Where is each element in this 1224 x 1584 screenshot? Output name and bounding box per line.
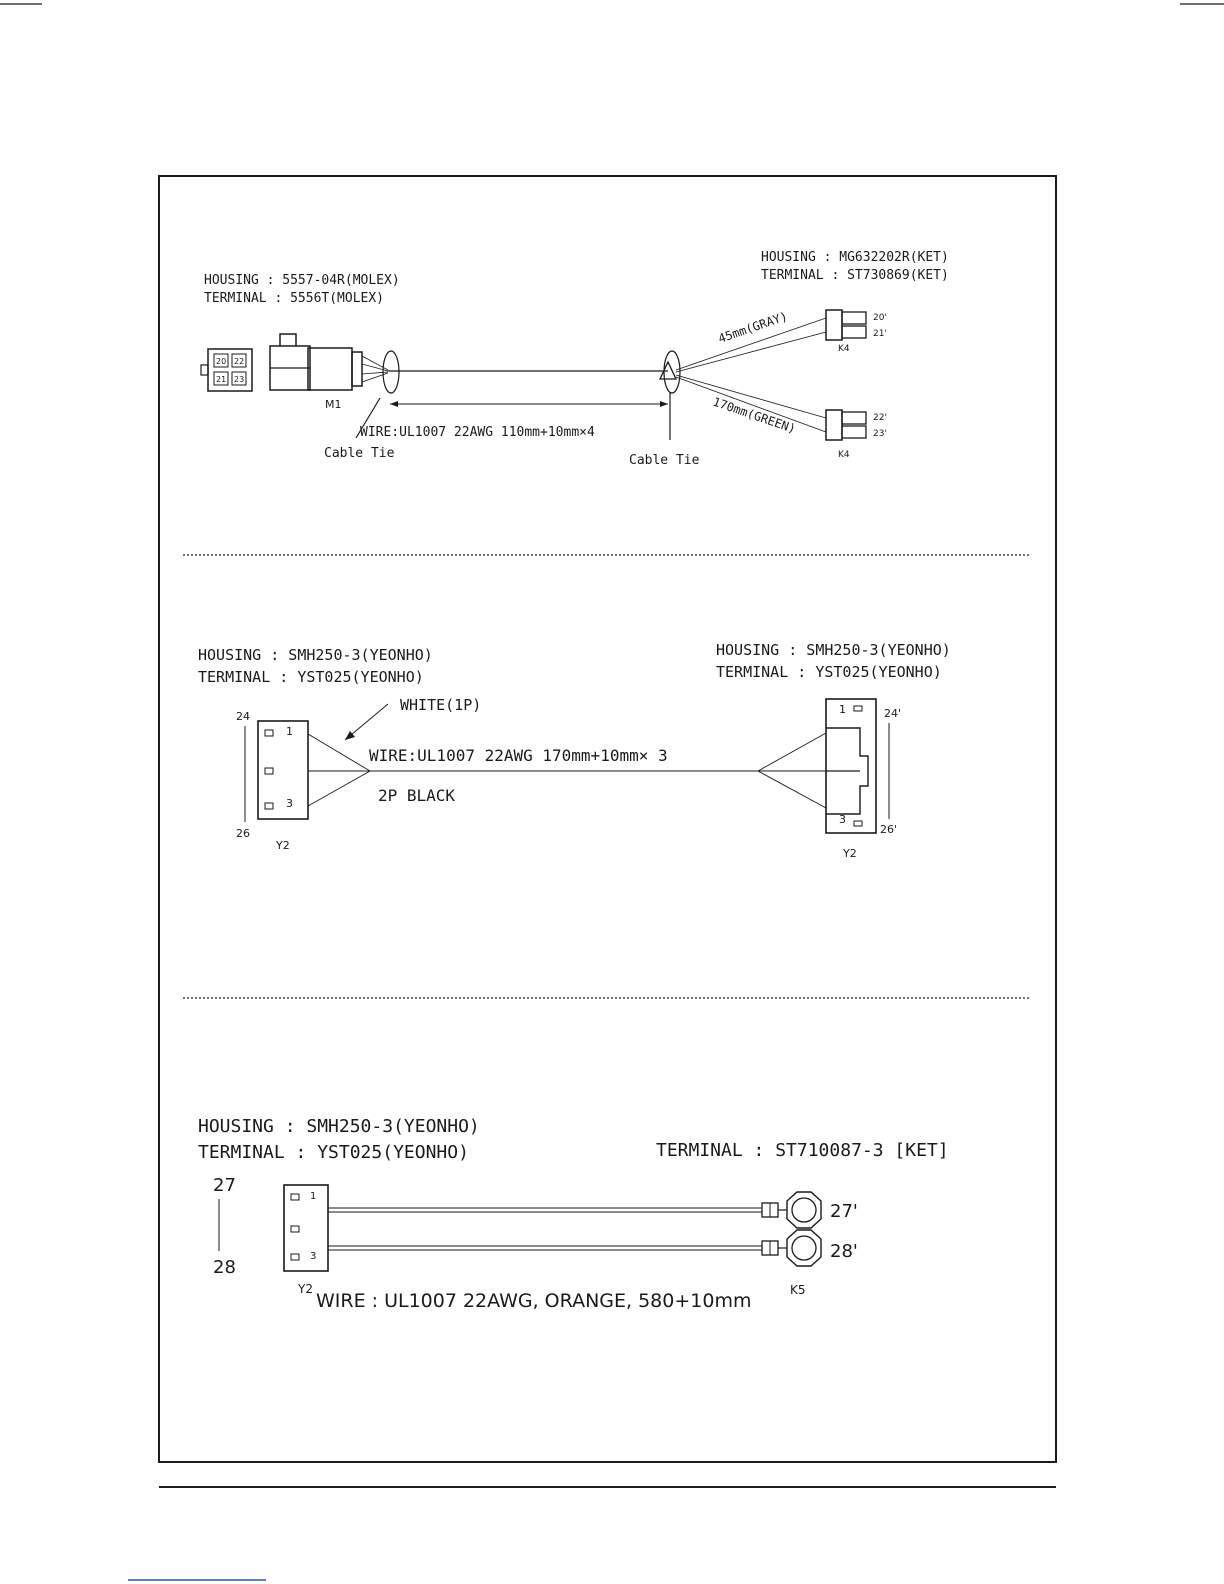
d1-pin-23-prime: 23' (873, 429, 887, 439)
d1-left-terminal: TERMINAL : 5556T(MOLEX) (204, 291, 385, 306)
d1-m1-label: M1 (325, 398, 342, 411)
d2-wire-label: WIRE:UL1007 22AWG 170mm+10mm× 3 (369, 746, 668, 765)
d1-pin-20-prime: 20' (873, 313, 887, 323)
d1-cable-tie-right-label: Cable Tie (629, 453, 700, 468)
d2-right-top-pin: 24' (884, 707, 902, 720)
d3-terminal-right: TERMINAL : ST710087-3 [KET] (656, 1140, 949, 1161)
d2-right-housing: HOUSING : SMH250-3(YEONHO) (716, 641, 951, 659)
d2-left-y2-label: Y2 (276, 839, 290, 852)
d2-right-terminal: TERMINAL : YST025(YEONHO) (716, 663, 942, 681)
d1-left-housing: HOUSING : 5557-04R(MOLEX) (204, 273, 400, 288)
d2-left-top-pin: 24 (236, 710, 250, 723)
d1-green-branch-label: 170mm(GREEN) (711, 394, 798, 437)
d3-ring-bottom-label: 28' (830, 1241, 858, 1262)
d1-gray-branch-label: 45mm(GRAY) (716, 309, 790, 346)
d1-pin-21-prime: 21' (873, 329, 887, 339)
d3-wire-label: WIRE : UL1007 22AWG, ORANGE, 580+10mm (316, 1290, 752, 1312)
harness-diagram-2 (198, 641, 951, 860)
d3-pin1: 1 (310, 1191, 317, 1202)
d2-black-label: 2P BLACK (378, 786, 456, 805)
d1-k4-top-connector (826, 310, 887, 354)
d3-y2-label: Y2 (298, 1282, 313, 1296)
d2-left-y2-connector (258, 721, 308, 852)
d1-wire-label: WIRE:UL1007 22AWG 110mm+10mm×4 (360, 425, 595, 440)
d1-pin-22-prime: 22' (873, 413, 887, 423)
d1-pin-22: 22 (234, 357, 245, 366)
d2-right-pin3: 3 (839, 813, 846, 826)
d2-left-pin1: 1 (286, 725, 293, 738)
d1-pin-21: 21 (216, 375, 227, 384)
d3-terminal: TERMINAL : YST025(YEONHO) (198, 1142, 469, 1163)
d3-left-bottom-pin: 28 (213, 1257, 236, 1278)
d2-left-terminal: TERMINAL : YST025(YEONHO) (198, 668, 424, 686)
d2-right-pin1: 1 (839, 703, 846, 716)
d1-cable-tie-left-label: Cable Tie (324, 446, 395, 461)
d1-pin-20: 20 (216, 357, 227, 366)
d3-ring-terminal-bottom (762, 1230, 858, 1266)
d1-k4-top-label: K4 (838, 344, 850, 354)
d1-right-terminal: TERMINAL : ST730869(KET) (761, 268, 949, 283)
d2-left-housing: HOUSING : SMH250-3(YEONHO) (198, 646, 433, 664)
harness-diagram-1 (201, 250, 949, 468)
d3-k5-label: K5 (790, 1283, 806, 1297)
d3-housing: HOUSING : SMH250-3(YEONHO) (198, 1116, 480, 1137)
d1-connector-face (201, 349, 252, 391)
d2-right-bottom-pin: 26' (880, 823, 898, 836)
d2-left-bottom-pin: 26 (236, 827, 250, 840)
d2-right-y2-connector (826, 699, 876, 860)
d3-left-top-pin: 27 (213, 1175, 236, 1196)
d1-right-housing: HOUSING : MG632202R(KET) (761, 250, 949, 265)
d3-pin3: 3 (310, 1251, 317, 1262)
d2-left-pin3: 3 (286, 797, 293, 810)
d3-ring-top-label: 27' (830, 1201, 858, 1222)
d1-k4-bottom-connector (826, 410, 887, 460)
d3-ring-terminal-top (762, 1192, 858, 1228)
harness-diagram-3 (198, 1116, 949, 1312)
d1-pin-23: 23 (234, 375, 245, 384)
d1-k4-bottom-label: K4 (838, 450, 850, 460)
d1-m1-housing (270, 334, 362, 411)
d3-y2-connector (284, 1185, 328, 1296)
d2-white-label: WHITE(1P) (400, 696, 482, 714)
d2-right-y2-label: Y2 (843, 847, 857, 860)
